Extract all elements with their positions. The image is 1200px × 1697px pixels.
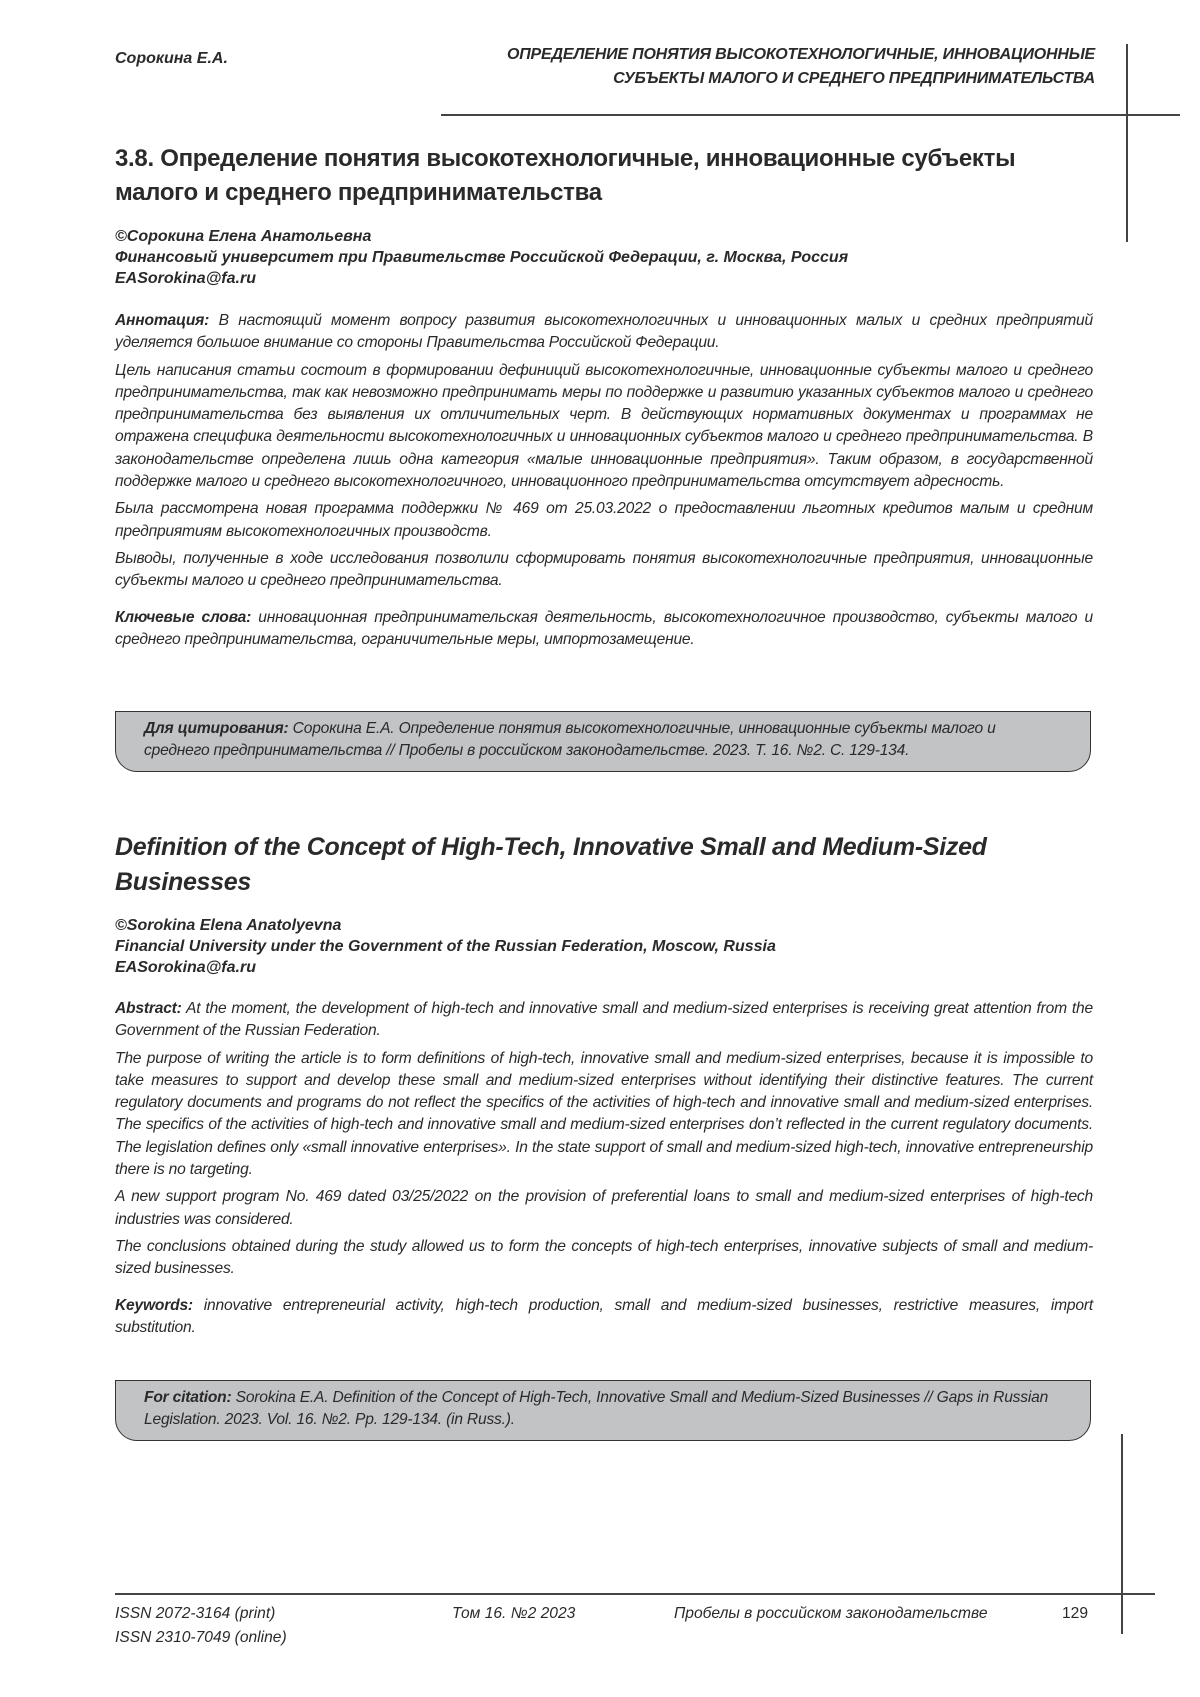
abstract-label-en: Abstract:: [115, 1000, 182, 1017]
footer-issn: [115, 1602, 287, 1650]
keywords-label-en: Keywords:: [115, 1297, 193, 1314]
citation-box-en: [115, 1380, 1091, 1441]
email-ru[interactable]: EASorokina@fa.ru: [115, 268, 848, 289]
footer-divider: [115, 1593, 1155, 1595]
email-en[interactable]: EASorokina@fa.ru: [115, 957, 776, 978]
abstract-ru-p3: Была рассмотрена новая программа поддержки № 469 от 25.03.2022 о предоставлении льготных кредитов малым и средним предприятиям высокотехнологичных производств.: [115, 498, 1093, 543]
keywords-en: innovative entrepreneurial activity, high-tech production, small and medium-sized businesses, restrictive measures, import substitution.: [115, 1297, 1093, 1336]
footer-volume: Том 16. №2 2023: [452, 1602, 575, 1626]
abstract-ru-p4: Выводы, полученные в ходе исследования позволили сформировать понятия высокотехнологичные предприятия, инновационные субъекты малого и среднего предпринимательства.: [115, 548, 1093, 593]
page-number: 129: [1062, 1602, 1088, 1626]
running-header-author: Сорокина Е.А.: [115, 50, 228, 68]
footer-journal: Пробелы в российском законодательстве: [674, 1602, 988, 1626]
citation-label-en: For citation:: [144, 1389, 232, 1406]
abstract-label-ru: Аннотация:: [115, 312, 209, 329]
keywords-label-ru: Ключевые слова:: [115, 609, 251, 626]
affiliation-en: Financial University under the Government of the Russian Federation, Moscow, Russia: [115, 936, 776, 957]
abstract-ru: [115, 310, 1093, 656]
abstract-en-p4: The conclusions obtained during the study allowed us to form the concepts of high-tech enterprises, innovative subjects of small and medium-sized businesses.: [115, 1236, 1093, 1281]
keywords-ru: инновационная предпринимательская деятельность, высокотехнологичное производство, субъекты малого и среднего предпринимательства, ограничительные меры, импортозамещение.: [115, 609, 1093, 648]
citation-en: Sorokina E.A. Definition of the Concept of High-Tech, Innovative Small and Medium-Sized Businesses // Gaps in Russian Legislation. 2023. Vol. 16. №2. Pp. 129-134. (in Russ.).: [144, 1389, 1048, 1428]
abstract-ru-p2: Цель написания статьи состоит в формировании дефиниций высокотехнологичные, инновационные субъекты малого и среднего предпринимательства, так как невозможно предпринимать меры по поддержке и развитию указанных субъектов малого и среднего предпринимательства без выявления их отличительных черт. В действующих нормативных документах и программах не отражена специфика деятельности высокотехнологичных и инновационных субъектов малого и среднего предпринимательства. В законодательстве определена лишь одна категория «малые инновационные предприятия». Таким образом, в государственной поддержке малого и среднего высокотехнологичного, инновационного предпринимательства отсутствует адресность.: [115, 360, 1093, 494]
article-title-en: Definition of the Concept of High-Tech, Innovative Small and Medium-Sized Businesses: [115, 830, 1095, 900]
author-name-en: ©Sorokina Elena Anatolyevna: [115, 915, 776, 936]
running-header-title-line1: ОПРЕДЕЛЕНИЕ ПОНЯТИЯ ВЫСОКОТЕХНОЛОГИЧНЫЕ, ИННОВАЦИОННЫЕ: [375, 43, 1095, 67]
abstract-en-p2: The purpose of writing the article is to form definitions of high-tech, innovative small and medium-sized enterprises, because it is impossible to take measures to support and develop these small and medium-sized enterprises without identifying their distinctive features. The current regulatory documents and programs do not reflect the specifics of the activities of high-tech and innovative small and medium-sized enterprises. The specifics of the activities of high-tech and innovative small and medium-sized enterprises don’t reflected in the current regulatory documents. The legislation defines only «small innovative enterprises». In the state support of small and medium-sized high-tech, innovative entrepreneurship there is no targeting.: [115, 1048, 1093, 1182]
citation-box-ru: [115, 711, 1091, 772]
citation-label-ru: Для цитирования:: [144, 720, 289, 737]
issn-print: ISSN 2072-3164 (print): [115, 1602, 287, 1626]
author-block-en: [115, 915, 776, 978]
issn-online: ISSN 2310-7049 (online): [115, 1626, 287, 1650]
abstract-en-p3: A new support program No. 469 dated 03/25/2022 on the provision of preferential loans to small and medium-sized enterprises of high-tech industries was considered.: [115, 1186, 1093, 1231]
abstract-en: [115, 998, 1093, 1344]
affiliation-ru: Финансовый университет при Правительстве Российской Федерации, г. Москва, Россия: [115, 247, 848, 268]
running-header-title-line2: СУБЪЕКТЫ МАЛОГО И СРЕДНЕГО ПРЕДПРИНИМАТЕЛЬСТВА: [375, 67, 1095, 91]
abstract-en-p1: At the moment, the development of high-tech and innovative small and medium-sized enterprises is receiving great attention from the Government of the Russian Federation.: [115, 1000, 1093, 1039]
author-block-ru: [115, 226, 848, 289]
header-divider: [441, 114, 1180, 116]
footer-vertical-rule: [1121, 1434, 1123, 1634]
header-vertical-rule: [1126, 44, 1128, 242]
running-header-title: [375, 43, 1095, 91]
citation-ru: Сорокина Е.А. Определение понятия высокотехнологичные, инновационные субъекты малого и среднего предпринимательства // Пробелы в российском законодательстве. 2023. Т. 16. №2. С. 129-134.: [144, 720, 996, 759]
abstract-ru-p1: В настоящий момент вопросу развития высокотехнологичных и инновационных малых и средних предприятий уделяется большое внимание со стороны Правительства Российской Федерации.: [115, 312, 1093, 351]
author-name-ru: ©Сорокина Елена Анатольевна: [115, 226, 848, 247]
article-title-ru: 3.8. Определение понятия высокотехнологичные, инновационные субъекты малого и среднего предпринимательства: [115, 142, 1075, 210]
